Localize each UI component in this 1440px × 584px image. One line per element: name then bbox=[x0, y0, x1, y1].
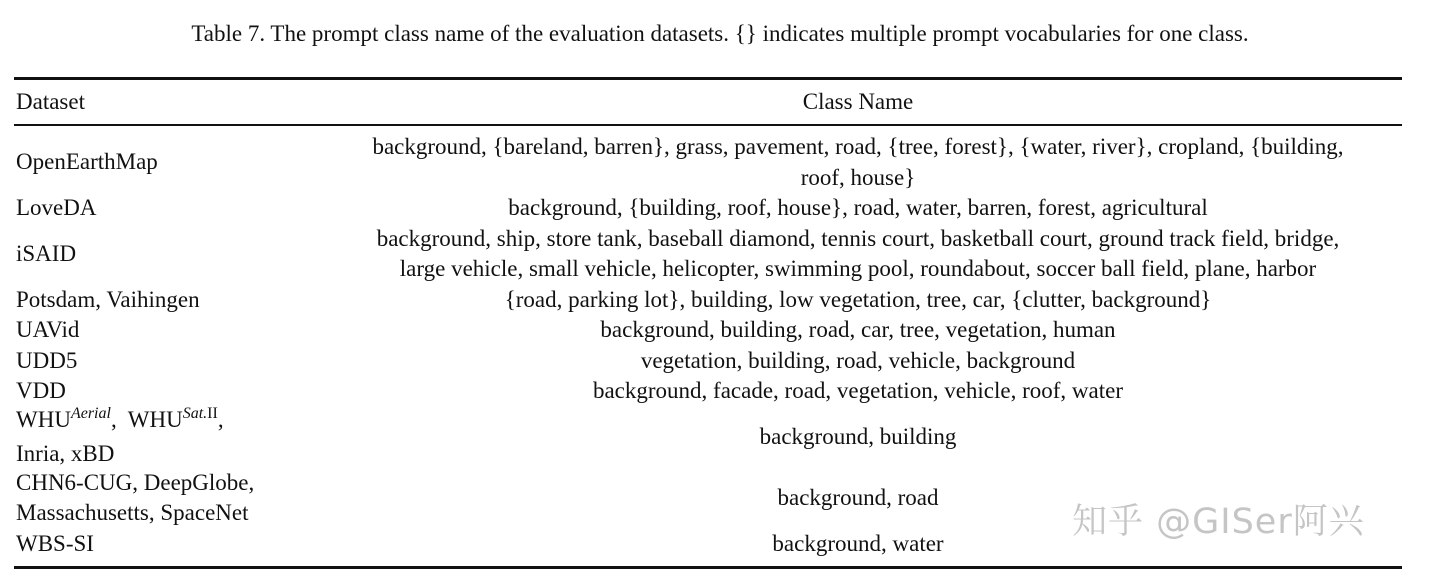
class-name-cell bbox=[314, 376, 1402, 407]
table-row bbox=[0, 407, 1440, 468]
dataset-separator: , bbox=[217, 407, 224, 432]
dataset-superscript: Aerial bbox=[70, 405, 111, 422]
dataset-cell bbox=[16, 193, 316, 224]
class-list: background, {bareland, barren}, grass, pavement, road, {tree, forest}, {water, river}, cropland, {building, bbox=[372, 134, 1344, 159]
class-list: background, {building, roof, house}, road, water, barren, forest, agricultural bbox=[508, 195, 1208, 220]
dataset-name: LoveDA bbox=[16, 195, 97, 220]
dataset-name: Potsdam, Vaihingen bbox=[16, 286, 200, 312]
dataset-cell bbox=[16, 315, 316, 346]
class-list: large vehicle, small vehicle, helicopter, swimming pool, roundabout, soccer ball field, plane, harbor bbox=[399, 256, 1317, 281]
dataset-name: CHN6-CUG, DeepGlobe, bbox=[16, 469, 255, 495]
class-list: background, ship, store tank, baseball diamond, tennis court, basketball court, ground track field, bridge, bbox=[376, 225, 1340, 251]
dataset-name bbox=[16, 405, 316, 439]
dataset-cell bbox=[16, 407, 316, 468]
class-name-cell bbox=[314, 315, 1402, 346]
class-list: {road, parking lot}, building, low vegetation, tree, car, {clutter, background} bbox=[504, 286, 1212, 312]
header-rule bbox=[14, 124, 1402, 126]
dataset-name: VDD bbox=[16, 378, 66, 403]
superscript-roman: II bbox=[207, 405, 218, 422]
class-name-cell bbox=[314, 132, 1402, 193]
class-list: background, building, road, car, tree, vegetation, human bbox=[600, 317, 1116, 342]
class-list: background, building bbox=[759, 423, 957, 449]
dataset-name: OpenEarthMap bbox=[16, 149, 158, 175]
header-dataset: Dataset bbox=[16, 89, 85, 114]
watermark: 知乎 @GISer阿兴 bbox=[1072, 502, 1365, 542]
dataset-base: WHU bbox=[16, 407, 71, 432]
class-name-cell bbox=[314, 224, 1402, 285]
header-class-name: Class Name bbox=[802, 89, 914, 114]
dataset-separator: , bbox=[110, 407, 128, 432]
dataset-name: Inria, xBD bbox=[16, 440, 115, 466]
class-name-cell bbox=[314, 285, 1402, 316]
table-row bbox=[0, 346, 1440, 377]
dataset-superscript bbox=[183, 405, 218, 422]
dataset-cell bbox=[16, 376, 316, 407]
dataset-cell bbox=[16, 529, 316, 560]
table-row bbox=[0, 193, 1440, 224]
table-row bbox=[0, 224, 1440, 285]
dataset-name: Massachusetts, SpaceNet bbox=[16, 500, 249, 525]
table-row bbox=[0, 132, 1440, 193]
superscript-italic: Sat. bbox=[182, 405, 208, 422]
dataset-cell bbox=[16, 132, 316, 193]
table-row bbox=[0, 376, 1440, 407]
class-list: background, water bbox=[772, 530, 944, 556]
dataset-cell bbox=[16, 468, 316, 529]
dataset-name: iSAID bbox=[16, 240, 77, 266]
dataset-base: WHU bbox=[127, 407, 183, 432]
dataset-cell bbox=[16, 346, 316, 377]
class-list: background, facade, road, vegetation, vehicle, roof, water bbox=[592, 378, 1124, 403]
class-name-cell bbox=[314, 346, 1402, 377]
class-list: roof, house} bbox=[800, 164, 916, 190]
class-list: vegetation, building, road, vehicle, background bbox=[640, 347, 1076, 373]
table-row bbox=[0, 315, 1440, 346]
class-name-cell bbox=[314, 193, 1402, 224]
table-caption: Table 7. The prompt class name of the evaluation datasets. {} indicates multiple prompt vocabularies for one class. bbox=[191, 21, 1249, 46]
dataset-cell bbox=[16, 285, 316, 316]
dataset-name: UAVid bbox=[16, 317, 80, 342]
class-name-cell bbox=[314, 407, 1402, 468]
top-rule bbox=[14, 77, 1402, 80]
class-list: background, road bbox=[777, 484, 939, 510]
table-row bbox=[0, 285, 1440, 316]
dataset-name: UDD5 bbox=[16, 347, 78, 373]
dataset-name: WBS-SI bbox=[16, 530, 94, 556]
dataset-cell bbox=[16, 224, 316, 285]
bottom-rule bbox=[14, 566, 1402, 569]
